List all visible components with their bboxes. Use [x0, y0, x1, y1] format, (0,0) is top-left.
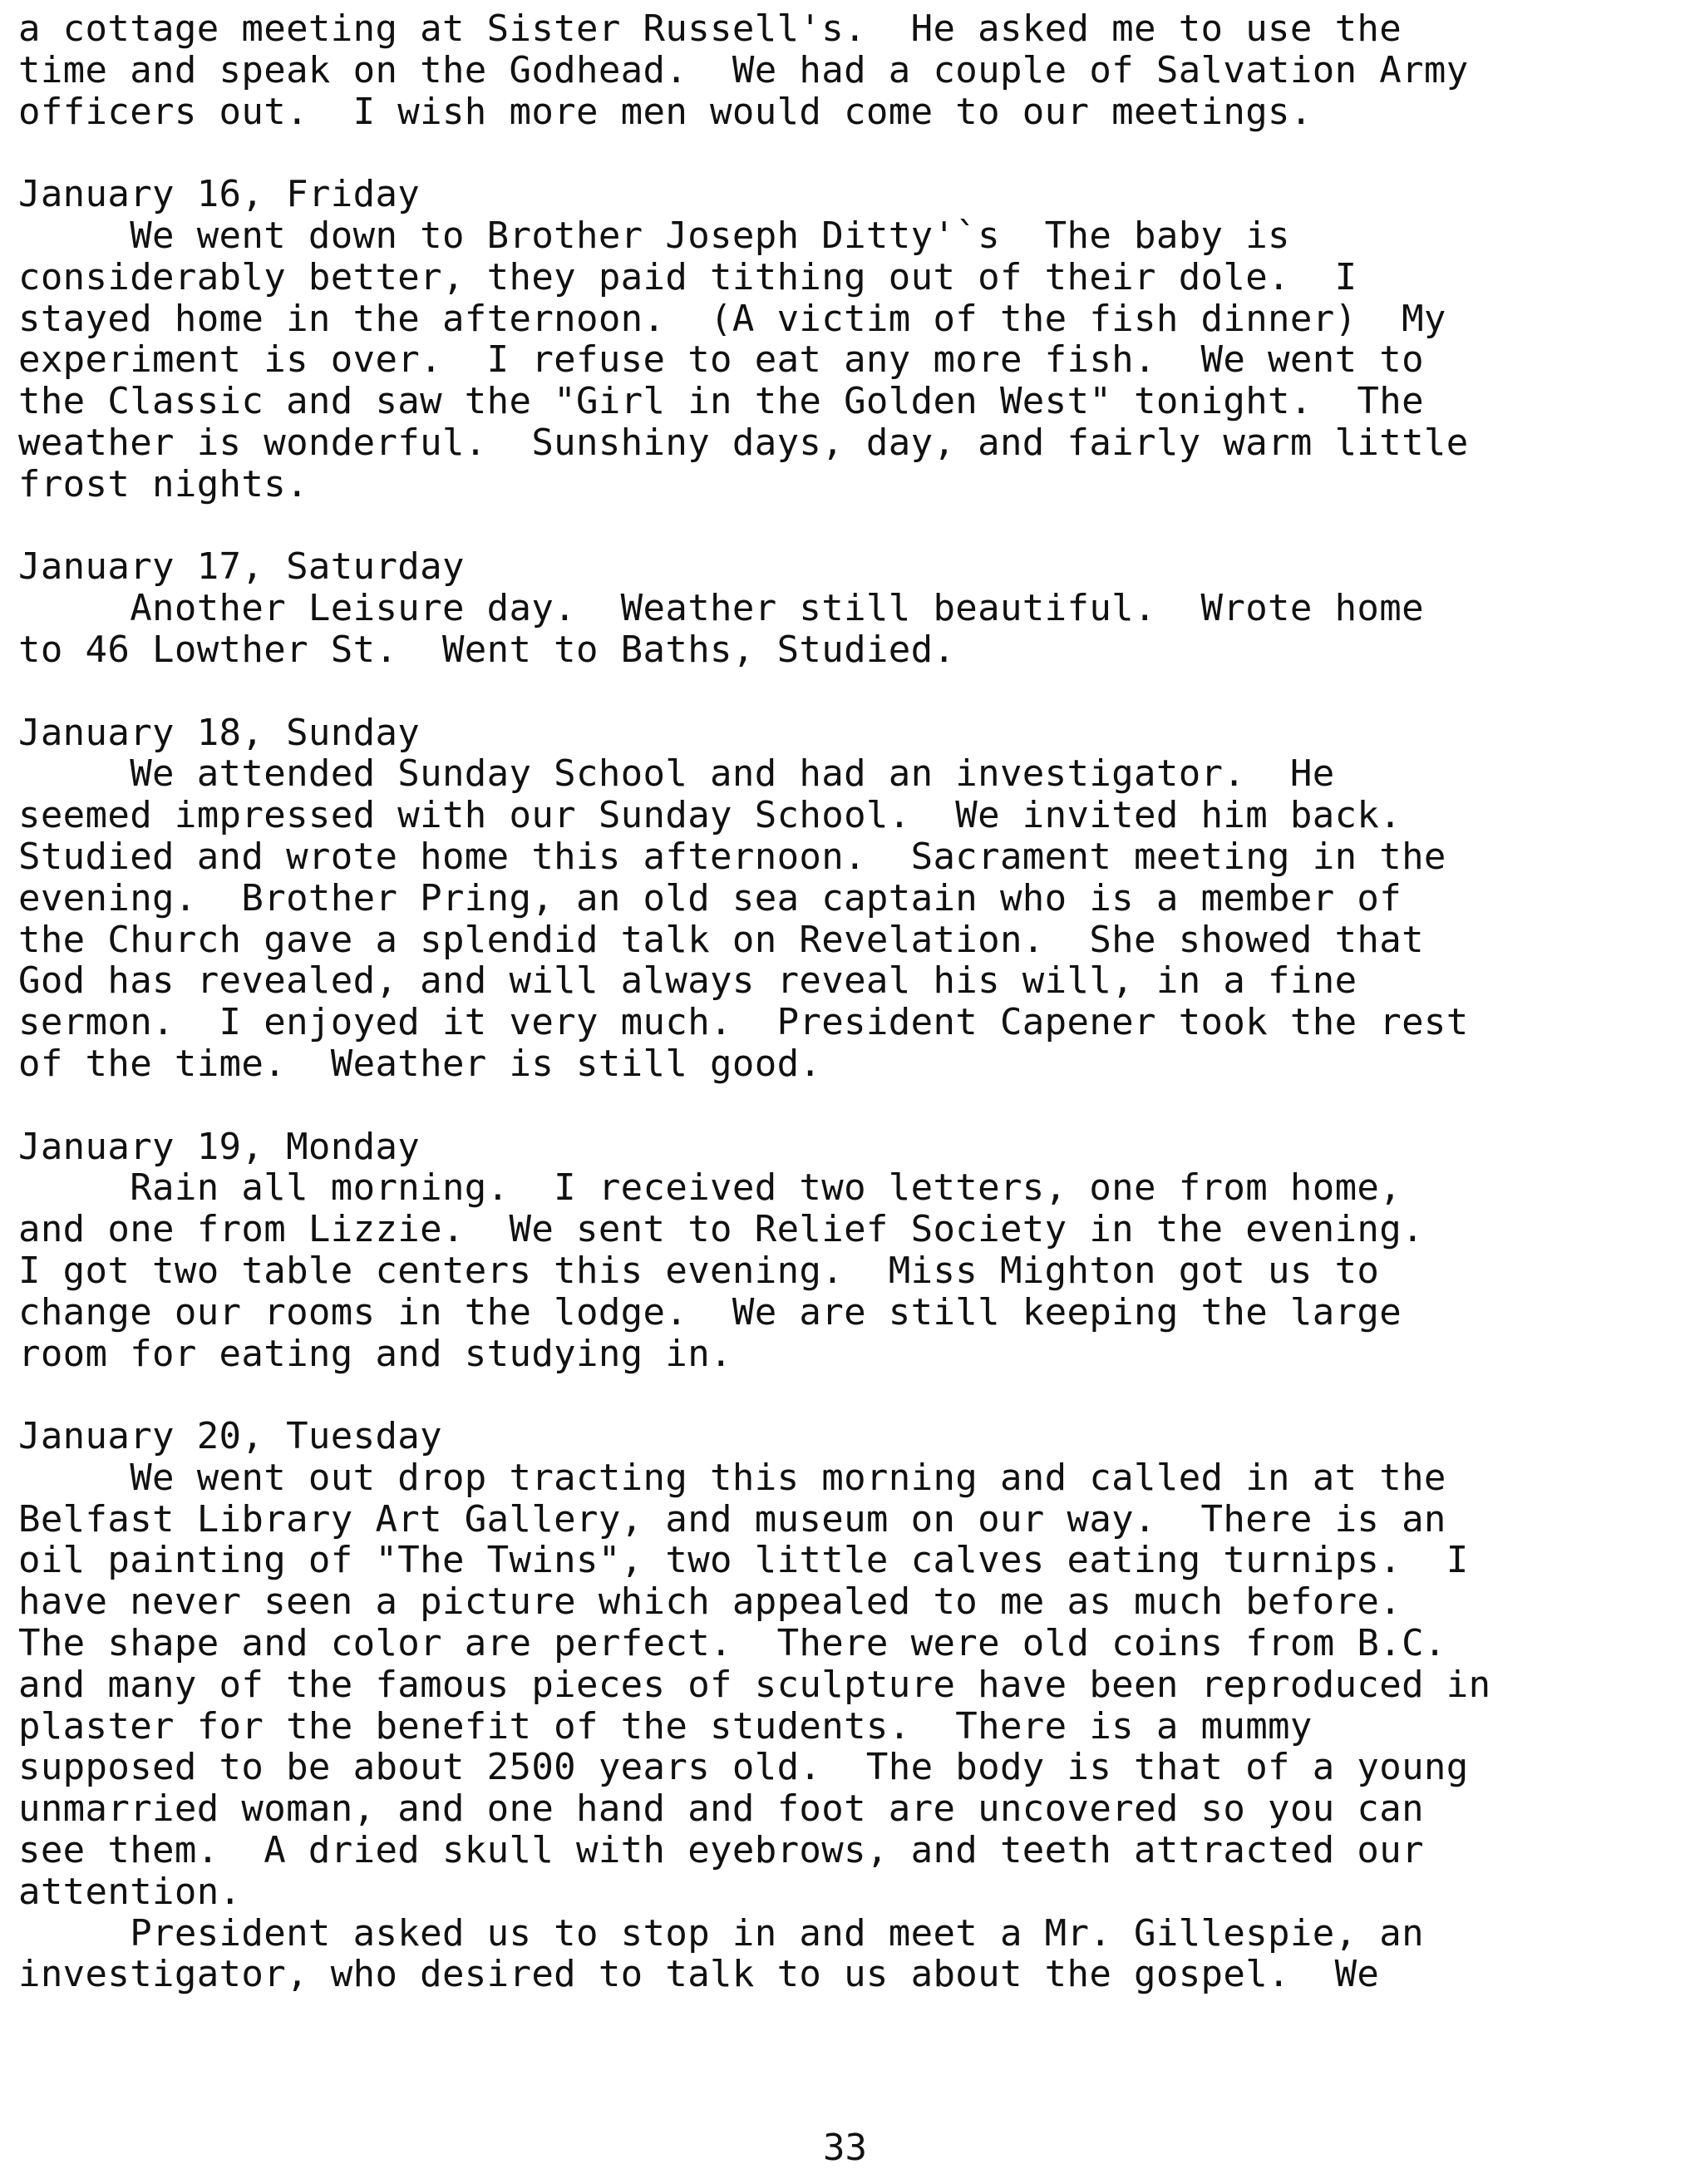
text-line: I got two table centers this evening. Miss Mighton got us to [18, 1249, 1380, 1292]
text-line: Rain all morning. I received two letters, one from home, [18, 1166, 1402, 1210]
text-line: God has revealed, and will always reveal his will, in a fine [18, 959, 1357, 1003]
entry-heading: January 19, Monday [18, 1125, 421, 1168]
text-line: attention. [18, 1870, 242, 1913]
text-line: Studied and wrote home this afternoon. Sacrament meeting in the [18, 835, 1446, 878]
text-line: to 46 Lowther St. Went to Baths, Studied. [18, 628, 956, 671]
entry-heading: January 18, Sunday [18, 711, 421, 754]
text-line: plaster for the benefit of the students. There is a mummy [18, 1704, 1313, 1748]
text-line: President asked us to stop in and meet a Mr. Gillespie, an [18, 1911, 1424, 1955]
text-line: and one from Lizzie. We sent to Relief Society in the evening. [18, 1208, 1424, 1251]
entry-heading: January 17, Saturday [18, 545, 465, 589]
text-line: We went down to Brother Joseph Ditty'`s The baby is [18, 214, 1290, 257]
paragraph-gap [18, 1374, 1681, 1416]
entry-heading: January 20, Tuesday [18, 1415, 442, 1458]
paragraph-gap [18, 671, 1681, 712]
text-line: experiment is over. I refuse to eat any more fish. We went to [18, 338, 1424, 382]
text-line: the Classic and saw the "Girl in the Golden West" tonight. The [18, 380, 1424, 423]
text-line: see them. A dried skull with eyebrows, and teeth attracted our [18, 1829, 1424, 1872]
text-line: seemed impressed with our Sunday School. We invited him back. [18, 794, 1402, 837]
text-line: time and speak on the Godhead. We had a couple of Salvation Army [18, 48, 1469, 91]
journal-text [18, 8, 1681, 1995]
text-line: room for eating and studying in. [18, 1332, 732, 1375]
text-line: We attended Sunday School and had an investigator. He [18, 752, 1335, 796]
text-line: stayed home in the afternoon. (A victim of the fish dinner) My [18, 297, 1446, 340]
entry-heading: January 16, Friday [18, 173, 421, 216]
paragraph-gap [18, 1085, 1681, 1127]
text-line: of the time. Weather is still good. [18, 1042, 822, 1085]
text-line: We went out drop tracting this morning and called in at the [18, 1456, 1446, 1499]
text-line: Belfast Library Art Gallery, and museum on our way. There is an [18, 1497, 1446, 1541]
text-line: sermon. I enjoyed it very much. President Capener took the rest [18, 1001, 1469, 1044]
text-line: frost nights. [18, 462, 308, 505]
paragraph-gap [18, 132, 1681, 174]
text-line: investigator, who desired to talk to us about the gospel. We [18, 1953, 1380, 1996]
text-line: Another Leisure day. Weather still beautiful. Wrote home [18, 587, 1424, 630]
text-line: supposed to be about 2500 years old. The body is that of a young [18, 1746, 1469, 1789]
text-line: change our rooms in the lodge. We are still keeping the large [18, 1290, 1402, 1334]
text-line: and many of the famous pieces of sculpture have been reproduced in [18, 1663, 1491, 1706]
text-line: evening. Brother Pring, an old sea captain who is a member of [18, 876, 1402, 919]
text-line: weather is wonderful. Sunshiny days, day, and fairly warm little [18, 421, 1469, 464]
text-line: have never seen a picture which appealed to me as much before. [18, 1580, 1402, 1624]
paragraph-gap [18, 505, 1681, 547]
text-line: The shape and color are perfect. There were old coins from B.C. [18, 1622, 1446, 1665]
text-line: a cottage meeting at Sister Russell's. He asked me to use the [18, 7, 1402, 50]
text-line: considerably better, they paid tithing out of their dole. I [18, 255, 1357, 298]
text-line: oil painting of "The Twins", two little calves eating turnips. I [18, 1539, 1469, 1582]
text-line: officers out. I wish more men would come to our meetings. [18, 90, 1313, 133]
text-line: the Church gave a splendid talk on Revelation. She showed that [18, 918, 1424, 961]
text-line: unmarried woman, and one hand and foot are uncovered so you can [18, 1787, 1424, 1831]
page-number: 33 [823, 2127, 867, 2169]
